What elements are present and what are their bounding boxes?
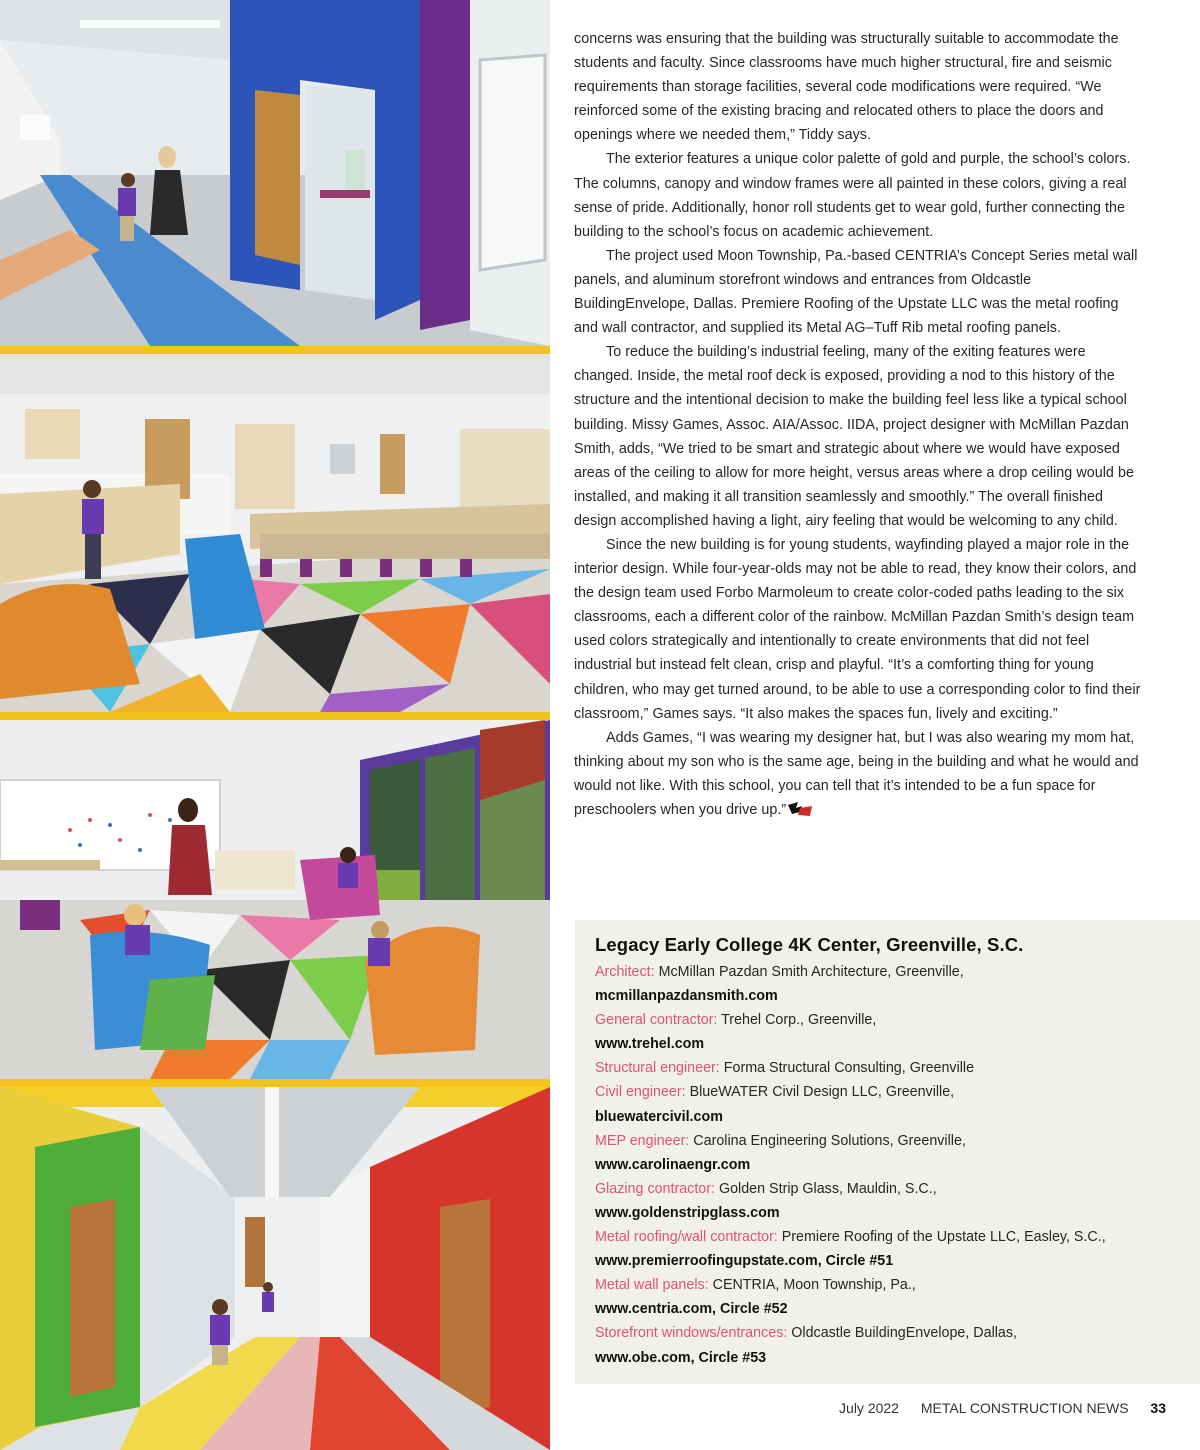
credit-name: Premiere Roofing of the Upstate LLC, Easley, S.C.,	[781, 1229, 1106, 1246]
credit-general-contractor	[595, 1008, 1185, 1032]
credit-url[interactable]: www.premierroofingupstate.com, Circle #51	[595, 1253, 894, 1270]
photo-column	[0, 0, 550, 1450]
credit-name: Forma Structural Consulting, Greenville	[723, 1060, 975, 1077]
credit-role: Storefront windows/entrances:	[595, 1325, 788, 1342]
credit-url[interactable]: www.centria.com, Circle #52	[595, 1301, 788, 1318]
hallway-photo	[0, 0, 550, 346]
credit-url[interactable]: www.goldenstripglass.com	[595, 1204, 780, 1221]
credit-structural-engineer	[595, 1056, 1185, 1080]
publication-name: METAL CONSTRUCTION NEWS	[920, 1400, 1129, 1416]
page-footer	[839, 1400, 1166, 1416]
article-paragraph: The project used Moon Township, Pa.-based CENTRIA’s Concept Series metal wall panels, and aluminum storefront windows and entrances from Oldcastle BuildingEnvelope, Dallas. Premiere Roofing of the Upstate LLC was the metal roofing and wall contractor, and supplied its Metal AG–Tuff Rib metal roofing panels.	[574, 247, 1138, 337]
credit-metal-roofing-contractor	[595, 1225, 1185, 1249]
classroom-windows-photo	[0, 720, 550, 1079]
credit-name: Trehel Corp., Greenville,	[721, 1012, 877, 1029]
credit-architect	[595, 960, 1185, 984]
article-paragraph-text: Adds Games, “I was wearing my designer hat, but I was also wearing my mom hat, thinking about my son who is the same age, being in the building and what he would and would not like. With this school, you can tell that it’s intended to be a fun space for preschoolers when you drive up.”	[574, 729, 1139, 818]
credit-role: Civil engineer:	[595, 1084, 686, 1101]
credit-civil-engineer	[595, 1080, 1185, 1104]
credit-role: Metal roofing/wall contractor:	[595, 1229, 778, 1246]
colored-hallway-photo	[0, 1087, 550, 1450]
page-number: 33	[1150, 1400, 1166, 1416]
credit-url[interactable]: www.obe.com, Circle #53	[595, 1349, 767, 1366]
classroom-carpet-photo	[0, 354, 550, 712]
credit-name: McMillan Pazdan Smith Architecture, Greenville,	[658, 964, 964, 980]
project-credits-box	[575, 920, 1200, 1384]
credit-name: Golden Strip Glass, Mauldin, S.C.,	[718, 1180, 937, 1197]
credit-role: MEP engineer:	[595, 1132, 690, 1149]
credit-role: Structural engineer:	[595, 1060, 720, 1077]
credit-name: Carolina Engineering Solutions, Greenville,	[693, 1132, 966, 1149]
issue-date: July 2022	[839, 1400, 899, 1416]
credit-role: General contractor:	[595, 1012, 718, 1029]
credit-mep-engineer	[595, 1129, 1185, 1153]
credit-url[interactable]: www.trehel.com	[595, 1036, 705, 1053]
article-paragraph: Since the new building is for young students, wayfinding played a major role in the interior design. While four-year-olds may not be able to read, they know their colors, and the design team used Forbo Marmoleum to create color-coded paths leading to the six classrooms, each a different color of the rainbow. McMillan Pazdan Smith’s design team used colors strategically and intentionally to create environments that did not feel industrial but instead felt clean, crisp and playful. “It’s a comforting thing for young children, who may get turned around, to be able to use a corresponding color to find their classroom,” Games says. “It also makes the spaces fun, lively and exciting.”	[574, 536, 1141, 722]
credit-storefront-windows	[595, 1321, 1185, 1345]
credit-role: Architect:	[595, 964, 655, 980]
credits-title: Legacy Early College 4K Center, Greenville, S.C.	[595, 934, 1024, 955]
credit-role: Glazing contractor:	[595, 1180, 715, 1197]
credit-name: CENTRIA, Moon Township, Pa.,	[712, 1277, 916, 1294]
end-mark-icon	[788, 802, 812, 816]
article-paragraph: To reduce the building’s industrial feeling, many of the exiting features were changed. Inside, the metal roof deck is exposed, providing a nod to this history of the structure and the intentional decision to make the building feel less like a typical school building. Missy Games, Assoc. AIA/Assoc. IIDA, project designer with McMillan Pazdan Smith, adds, “We tried to be smart and strategic about where we would have exposed areas of the ceiling to allow for more height, versus areas where a drop ceiling would be installed, and making it all transition seamlessly and smoothly.” The overall finished design accomplished having a light, airy feeling that would be welcoming to any child.	[574, 344, 1134, 529]
credit-glazing-contractor	[595, 1177, 1185, 1201]
credit-url[interactable]: www.carolinaengr.com	[595, 1156, 751, 1173]
credit-url[interactable]: mcmillanpazdansmith.com	[595, 988, 778, 1005]
credit-name: BlueWATER Civil Design LLC, Greenville,	[689, 1084, 955, 1101]
article-paragraph-last	[574, 726, 1144, 822]
credit-name: Oldcastle BuildingEnvelope, Dallas,	[791, 1325, 1017, 1342]
article-paragraph: The exterior features a unique color palette of gold and purple, the school’s colors. The columns, canopy and window frames were all painted in these colors, giving a real sense of pride. Additionally, honor roll students get to wear gold, further connecting the building to the school’s focus on academic achievement.	[574, 151, 1131, 240]
credit-metal-wall-panels	[595, 1273, 1185, 1297]
credit-role: Metal wall panels:	[595, 1277, 709, 1294]
article-paragraph: concerns was ensuring that the building was structurally suitable to accommodate the students and faculty. Since classrooms have much higher structural, fire and seismic requirements than storage facilities, several code modifications were required. “We reinforced some of the existing bracing and relocated others to place the doors and openings where we needed them,” Tiddy says.	[574, 31, 1119, 144]
article-body	[574, 27, 1144, 822]
credit-url[interactable]: bluewatercivil.com	[595, 1108, 723, 1125]
